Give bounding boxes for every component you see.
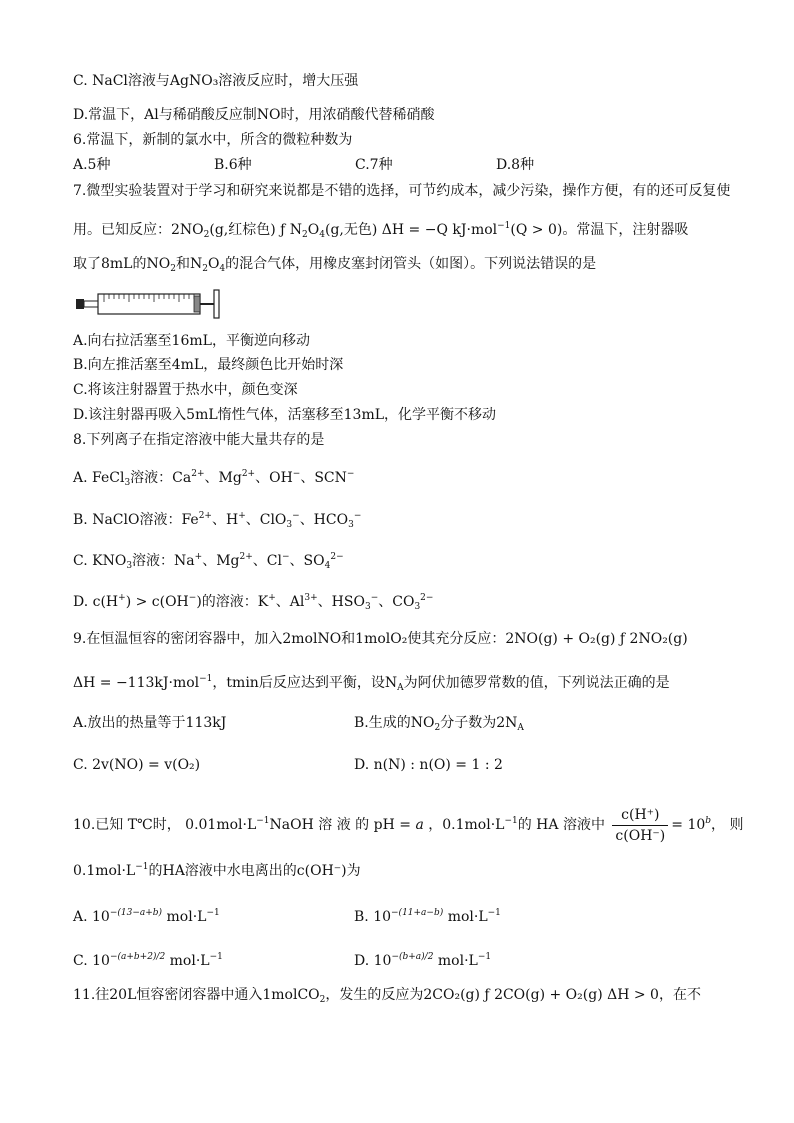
q7-text: O (207, 256, 220, 272)
subscript: 2 (319, 995, 326, 1005)
q5-option-d: D.常温下，Al与稀硝酸反应制NO时，用浓硝酸代替稀硝酸 (73, 107, 435, 123)
superscript: 3+ (304, 593, 318, 603)
superscript: −1 (206, 908, 220, 918)
superscript: − (370, 593, 379, 603)
superscript: 2+ (191, 469, 205, 479)
superscript: − (292, 469, 301, 479)
q11-text: 11.往20L恒容密闭容器中通入1molCO (73, 987, 320, 1003)
q8-text: 、HSO (317, 594, 365, 610)
q6-stem: 6.常温下，新制的氯水中，所含的微粒种数为 (73, 132, 353, 148)
q10-variable-a: a (415, 817, 424, 833)
q10-text: 的 HA 溶液中 (517, 817, 605, 833)
q7-text: 的混合气体，用橡皮塞封闭管头（如图）。下列说法错误的是 (225, 256, 597, 272)
q8-text: 、OH (255, 470, 293, 486)
q8-text: 、Cl (252, 553, 282, 569)
superscript: 2− (420, 593, 434, 603)
q9-option-b (354, 713, 524, 738)
q10-text: ，0.1mol·L (423, 817, 505, 833)
q10-text: ， 则 (711, 817, 744, 833)
superscript: 2+ (198, 511, 212, 521)
subscript: 4 (319, 230, 325, 240)
superscript: −(a+b+2)/2 (109, 952, 166, 962)
superscript: −1 (504, 816, 518, 826)
q10-text: 10.已知 T℃时， 0.01mol·L (73, 817, 257, 833)
q7-option-d: D.该注射器再吸入5mL惰性气体，活塞移至13mL，化学平衡不移动 (73, 407, 497, 423)
q10-text: D. 10 (354, 953, 392, 969)
syringe-plunger-head (194, 296, 200, 312)
q11-text: ，发生的反应为2CO₂(g) ƒ 2CO(g) + O₂(g) ΔH > 0，在不 (325, 987, 701, 1003)
subscript: 3 (126, 561, 133, 571)
q8-text: C. KNO (73, 553, 127, 569)
q9-text: 为阿伏加德罗常数的值，下列说法正确的是 (403, 675, 670, 691)
q5-option-c: C. NaCl溶液与AgNO₃溶液反应时，增大压强 (73, 73, 359, 89)
q9-option-a: A.放出的热量等于113kJ (73, 715, 227, 731)
subscript: 2 (170, 264, 176, 274)
q7-option-c: C.将该注射器置于热水中，颜色变深 (73, 382, 298, 398)
syringe-stopper (76, 299, 84, 309)
subscript: 3 (414, 602, 421, 612)
q10-option-d (354, 947, 491, 971)
q7-text: 和N (175, 256, 203, 272)
subscript: 4 (219, 264, 226, 274)
q9-text: ，tmin后反应达到平衡，设N (212, 675, 398, 691)
subscript: 2 (434, 723, 441, 733)
q9-option-c: C. 2v(NO) = v(O₂) (73, 757, 201, 773)
q8-text: 、ClO (245, 512, 287, 528)
q10-text: A. 10 (73, 909, 110, 925)
q8-text: D. c(H (73, 594, 119, 610)
superscript: −1 (256, 816, 270, 826)
subscript: 3 (124, 478, 131, 488)
q7-stem-line3 (73, 254, 596, 279)
q10-text: = 10 (671, 817, 706, 833)
q9-option-d: D. n(N) : n(O) = 1 : 2 (354, 757, 503, 773)
q7-text: 用。已知反应：2NO (73, 222, 204, 238)
superscript: − (188, 593, 197, 603)
superscript: −1 (497, 221, 511, 231)
q6-options (73, 155, 110, 175)
q8-text: ) > c(OH (125, 594, 189, 610)
syringe-tip (84, 301, 98, 307)
q7-stem-line1: 7.微型实验装置对于学习和研究来说都是不错的选择，可节约成本，减少污染，操作方便，有的还可反复使 (73, 183, 731, 199)
superscript: − (353, 511, 362, 521)
fraction-numerator: c(H⁺) (612, 806, 668, 826)
q9-stem-line2 (73, 669, 670, 698)
q10-text: 0.1mol·L (73, 863, 136, 879)
q8-option-c (73, 547, 344, 576)
q10-text: mol·L (443, 909, 488, 925)
q10-text: NaOH 溶 液 的 pH = (269, 817, 416, 833)
superscript: 2+ (239, 552, 253, 562)
q8-option-d (73, 588, 433, 617)
q6-option-d: D.8种 (496, 157, 535, 173)
superscript: 2+ (241, 469, 256, 479)
q8-text: 、Mg (204, 470, 242, 486)
q7-text: (g,红棕色) ƒ N (209, 222, 303, 238)
q8-text: 溶液：Ca (130, 470, 192, 486)
q7-text: O (307, 222, 320, 238)
q10-text: mol·L (165, 953, 210, 969)
q8-text: 、Mg (202, 553, 240, 569)
q7-option-b: B.向左推活塞至4mL，最终颜色比开始时深 (73, 357, 344, 373)
subscript: 2 (302, 230, 308, 240)
q6-option-b: B.6种 (214, 157, 252, 173)
q9-text: ΔH = −113kJ·mol (73, 675, 200, 691)
superscript: −1 (199, 674, 213, 684)
superscript: 2− (330, 552, 344, 562)
q6-option-c: C.7种 (355, 157, 393, 173)
q7-option-a: A.向右拉活塞至16mL，平衡逆向移动 (73, 333, 310, 349)
subscript: A (397, 683, 404, 693)
q8-text: A. FeCl (73, 470, 125, 486)
q8-stem: 8.下列离子在指定溶液中能大量共存的是 (73, 432, 325, 448)
q8-text: )的溶液：K (196, 594, 269, 610)
syringe-figure (76, 286, 226, 322)
q10-fraction (612, 806, 668, 845)
syringe-plunger-handle (214, 290, 219, 318)
q10-stem-line2 (73, 857, 361, 881)
subscript: 3 (348, 520, 354, 530)
q7-text: (Q > 0)。常温下，注射器吸 (510, 222, 689, 238)
subscript: A (517, 723, 524, 733)
q10-text: mol·L (162, 909, 207, 925)
q9-stem-line1: 9.在恒温恒容的密闭容器中，加入2molNO和1molO₂使其充分反应：2NO(g) + O₂(g) ƒ 2NO₂(g) (73, 631, 688, 647)
q8-text: 、SO (289, 553, 325, 569)
superscript: + (194, 552, 203, 562)
q10-text: C. 10 (73, 953, 110, 969)
superscript: − (292, 511, 300, 521)
q10-option-b (354, 903, 501, 927)
superscript: −(11+a−b) (391, 908, 444, 918)
subscript: 2 (202, 264, 208, 274)
superscript: −(b+a)/2 (391, 952, 434, 962)
q8-text: 、SCN (300, 470, 347, 486)
q8-text: 、HCO (299, 512, 349, 528)
superscript: −1 (477, 952, 492, 962)
q10-option-c (73, 947, 223, 971)
superscript: − (281, 552, 290, 562)
subscript: 2 (203, 230, 210, 240)
superscript: − (346, 469, 355, 479)
fraction-denominator: c(OH⁻) (615, 827, 666, 844)
superscript: −1 (487, 908, 501, 918)
superscript: b (705, 816, 712, 826)
subscript: 4 (324, 561, 331, 571)
q8-option-a (73, 464, 354, 493)
superscript: −1 (135, 862, 149, 872)
superscript: −(13−a+b) (109, 908, 163, 918)
subscript: 3 (364, 602, 371, 612)
q10-text: B. 10 (354, 909, 392, 925)
q7-stem-line2 (73, 216, 688, 245)
q6-option-a: A.5种 (73, 157, 111, 173)
q10-option-a (73, 903, 220, 927)
superscript: + (238, 511, 246, 521)
q8-text: 、Al (275, 594, 305, 610)
q10-text: mol·L (433, 953, 478, 969)
q10-stem-line1 (73, 800, 743, 846)
q7-text: 取了8mL的NO (73, 256, 171, 272)
q8-text: B. NaClO溶液：Fe (73, 512, 199, 528)
q10-text: 的HA溶液中水电离出的c(OH⁻)为 (148, 863, 361, 879)
q9-text: B.生成的NO (354, 715, 435, 731)
q9-text: 分子数为2N (440, 715, 518, 731)
superscript: + (268, 593, 276, 603)
superscript: −1 (209, 952, 223, 962)
q8-text: 、CO (378, 594, 415, 610)
q11-stem-line1 (73, 985, 701, 1010)
subscript: 3 (286, 520, 293, 530)
q8-text: 溶液：Na (132, 553, 195, 569)
q8-option-b (73, 506, 361, 535)
q7-text: (g,无色) ΔH = −Q kJ·mol (325, 222, 498, 238)
q8-text: 、H (211, 512, 239, 528)
superscript: + (118, 593, 126, 603)
